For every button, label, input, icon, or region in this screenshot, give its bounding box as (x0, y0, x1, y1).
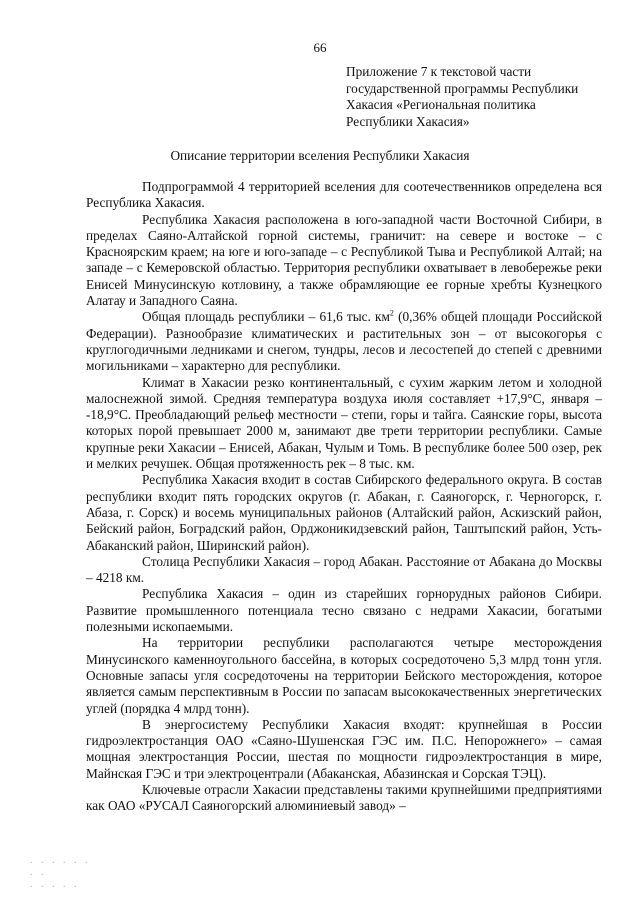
area-text: Общая площадь республики – 61,6 тыс. км (142, 309, 390, 325)
paragraph-climate: Климат в Хакасии резко континентальный, с сухим жарким летом и холодной малоснежной зимой. Средняя температура воздуха июля составляет +17,9°С, января – -18,9°С. Преобладающий рельеф местности – степи, горы и тайга. Саянские горы, высота которых порой превышает 2000 м, занимают две трети территории республики. Самые крупные реки Хакасии – Енисей, Абакан, Чулым и Томь. В республике более 500 озер, рек и мелких речушек. Общая протяженность рек – 8 тыс. км. (86, 374, 602, 472)
appendix-line: государственной программы Республики (346, 80, 579, 96)
paragraph-location: Республика Хакасия расположена в юго-западной части Восточной Сибири, в пределах Саяно-Алтайской горной системы, граничит: на севере и востоке – с Красноярским краем; на юге и юго-западе – с Республикой Тыва и Республикой Алтай; на западе – с Кемеровской областью. Территория республики охватывает в левобережье реки Енисей Минусинскую котловину, а также обрамляющие ее горные хребты Кузнецкого Алатау и Западного Саяна. (86, 211, 602, 309)
appendix-line: Республики Хакасия» (346, 113, 470, 129)
paragraph-area (86, 309, 602, 374)
paragraph-intro: Подпрограммой 4 территорией вселения для соотечественников определена вся Республика Хакасия. (86, 179, 602, 211)
scan-artifact: . . . . . . . . . . . . . (30, 855, 91, 890)
area-superscript: 2 (389, 308, 394, 318)
paragraph-industry: Ключевые отрасли Хакасии представлены такими крупнейшими предприятиями как ОАО «РУСАЛ Саяногорский алюминиевый завод» – (86, 781, 602, 814)
paragraph-energy: В энергосистему Республики Хакасия входят: крупнейшая в России гидроэлектростанция ОАО «Саяно-Шушенская ГЭС им. П.С. Непорожнего» – самая мощная электростанция России, шестая по мощности гидроэлектростанция в мире, Майнская ГЭС и три электроцентрали (Абаканская, Абазинская и Сорская ТЭЦ). (86, 716, 602, 781)
area-text-continued: (0,36% общей площади Российской Федерации). Разнообразие климатических и растительных зон – от высокогорья с круглогодичными ледниками и снегом, тундры, лесов и лесостепей до степей с древними могильниками – характерно для республики. (86, 309, 602, 374)
document-body (86, 179, 602, 815)
paragraph-mining: Республика Хакасия – один из старейших горнорудных районов Сибири. Развитие промышленного потенциала тесно связано с недрами Хакасии, богатыми полезными ископаемыми. (86, 586, 602, 635)
paragraph-administrative: Республика Хакасия входит в состав Сибирского федерального округа. В состав республики входит пять городских округов (г. Абакан, г. Саяногорск, г. Черногорск, г. Абаза, г. Сорск) и восемь муниципальных районов (Алтайский район, Аскизский район, Бейский район, Боградский район, Орджоникидзевский район, Таштыпский район, Усть-Абаканский район, Ширинский район). (86, 472, 602, 553)
page-number: 66 (313, 40, 327, 55)
paragraph-coal: На территории республики располагаются четыре месторождения Минусинского каменноугольного бассейна, в которых сосредоточено 5,3 млрд тонн угля. Основные запасы угля сосредоточены на территории Бейского месторождения, которое является самым перспективным в России по запасам высококачественных энергетических углей (порядка 4 млрд тонн). (86, 635, 602, 716)
appendix-note (346, 64, 608, 130)
document-title: Описание территории вселения Республики Хакасия (170, 148, 470, 163)
appendix-line: Приложение 7 к текстовой части (346, 64, 532, 79)
appendix-line: Хакасия «Региональная политика (346, 97, 536, 113)
paragraph-capital: Столица Республики Хакасия – город Абакан. Расстояние от Абакана до Москвы – 4218 км. (86, 553, 602, 586)
